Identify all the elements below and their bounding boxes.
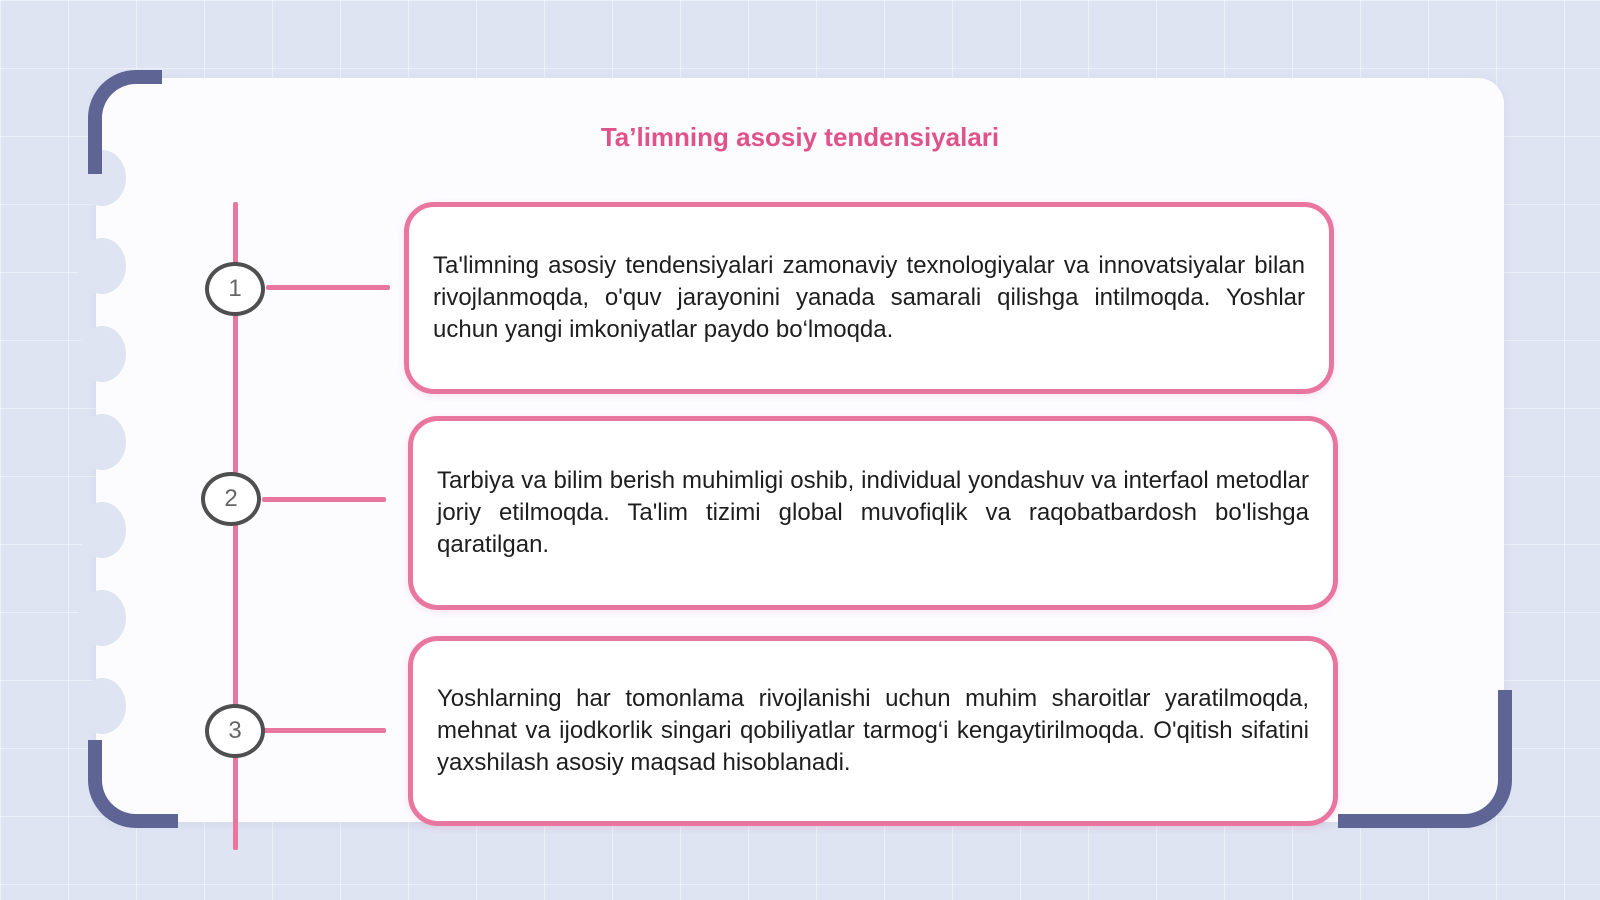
binder-notch [78,326,126,382]
step-2-card [408,416,1338,610]
binder-notch [78,590,126,646]
binder-notch [78,414,126,470]
binder-notch [78,502,126,558]
binder-notch [78,238,126,294]
step-1-text: Ta'limning asosiy tendensiyalari zamonaviy texnologiyalar va innovatsiyalar bilan rivojlanmoqda, o'quv jarayonini yanada samarali qilishga intilmoqda. Yoshlar uchun yangi imkoniyatlar paydo bo‘lmoqda. [433,252,1305,343]
step-2-connector [262,497,386,502]
step-3-card [408,636,1338,826]
slide-title: Ta’limning asosiy tendensiyalari [600,122,1000,152]
step-3-circle: 3 [205,704,265,758]
step-1-circle: 1 [205,262,265,316]
step-1-connector [266,285,390,290]
corner-bracket-bottom-right [1338,690,1512,828]
step-2-circle: 2 [201,472,261,526]
corner-bracket-bottom-left [88,740,178,828]
binder-notch [78,678,126,734]
step-3-text: Yoshlarning har tomonlama rivojlanishi uchun muhim sharoitlar yaratilmoqda, mehnat va ijodkorlik singari qobiliyatlar tarmog‘i kengaytirilmoqda. O'qitish sifatini yaxshilash asosiy maqsad hisoblanadi. [437,685,1309,776]
step-3-connector [262,728,386,733]
step-2-text: Tarbiya va bilim berish muhimligi oshib, individual yondashuv va interfaol metodlar joriy etilmoqda. Ta'lim tizimi global muvofiqlik va raqobatbardosh bo'lishga qaratilgan. [437,467,1309,558]
step-1-card [404,202,1334,394]
